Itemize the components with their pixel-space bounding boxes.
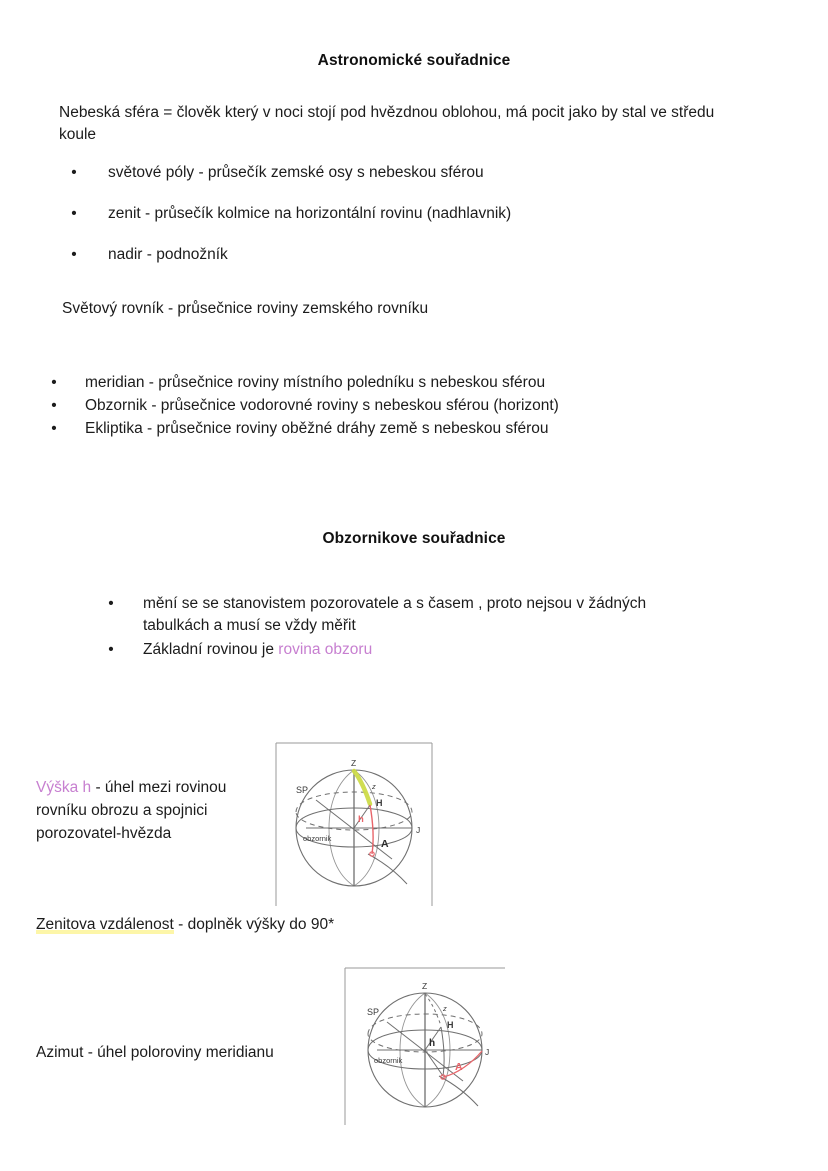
list-item-label: světové póly - průsečík zemské osy s nebeskou sférou bbox=[108, 164, 484, 181]
figure1-label-star: H bbox=[376, 798, 383, 808]
figure1-label-east: J bbox=[416, 825, 421, 835]
bullet-icon: • bbox=[71, 205, 77, 222]
section-title-horizon-coordinates: Obzornikove souřadnice bbox=[322, 530, 506, 547]
list-item-label bbox=[143, 639, 665, 661]
bullet-icon: • bbox=[51, 420, 57, 437]
figure2-label-pole: SP bbox=[367, 1007, 380, 1017]
figure1-label-zenith: Z bbox=[351, 758, 357, 768]
bullet-icon: • bbox=[51, 397, 57, 414]
page-title: Astronomické souřadnice bbox=[317, 52, 511, 69]
equator-paragraph: Světový rovník - průsečnice roviny zemského rovníku bbox=[62, 300, 429, 317]
figure2-label-star: H bbox=[447, 1020, 454, 1030]
list-item bbox=[48, 372, 728, 393]
figure-celestial-sphere-altitude bbox=[275, 742, 434, 907]
list-item bbox=[48, 395, 728, 416]
list-item bbox=[68, 203, 708, 224]
bullet-icon: • bbox=[108, 595, 114, 612]
list-item-label: Ekliptika - průsečnice roviny oběžné dráhy země s nebeskou sférou bbox=[85, 420, 549, 437]
list-item-label: meridian - průsečnice roviny místního poledníku s nebeskou sférou bbox=[85, 374, 546, 391]
figure2-label-east: J bbox=[485, 1047, 490, 1057]
bullet-icon: • bbox=[108, 641, 114, 658]
basic-terms-list bbox=[68, 162, 708, 285]
intro-paragraph: Nebeská sféra = člověk který v noci stojí pod hvězdnou oblohou, má pocit jako by stal ve středu koule bbox=[59, 104, 715, 143]
figure2-label-zenith-distance: z bbox=[443, 1004, 447, 1013]
figure1-label-azimuth: A bbox=[381, 838, 389, 850]
bullet-icon: • bbox=[71, 164, 77, 181]
list-item-label: mění se se stanovistem pozorovatele a s časem , proto nejsou v žádných tabulkách a musí se vždy měřit bbox=[143, 595, 647, 634]
definition-zenitova-vzdalenost bbox=[36, 914, 334, 936]
definition-body-azimut: - úhel poloroviny meridianu bbox=[87, 1044, 274, 1061]
list-item bbox=[68, 244, 708, 265]
great-circles-list bbox=[48, 372, 728, 441]
figure1-label-zenith-distance: z bbox=[372, 782, 376, 791]
bullet-icon: • bbox=[51, 374, 57, 391]
horizon-coordinates-list bbox=[105, 593, 665, 663]
list-item-text: Základní rovinou je bbox=[143, 641, 279, 658]
definition-vyska bbox=[36, 776, 276, 845]
list-item-label: Obzornik - průsečnice vodorovné roviny s nebeskou sférou (horizont) bbox=[85, 397, 559, 414]
list-item bbox=[105, 639, 665, 661]
definition-term-azimut: Azimut bbox=[36, 1044, 88, 1061]
definition-azimut bbox=[36, 1042, 274, 1064]
figure2-label-zenith: Z bbox=[422, 981, 428, 991]
figure1-label-pole: SP bbox=[296, 785, 309, 795]
figure2-label-azimuth: A bbox=[455, 1061, 463, 1073]
list-item bbox=[105, 593, 665, 637]
definition-body-vyska: - úhel mezi rovinou rovníku obrozu a spojnici porozovatel-hvězda bbox=[36, 779, 227, 842]
list-item-label: zenit - průsečík kolmice na horizontální rovinu (nadhlavnik) bbox=[108, 205, 512, 222]
definition-term-vyska: Výška h bbox=[36, 779, 92, 796]
definition-term-zenitova-vzdalenost: Zenitova vzdálenost bbox=[36, 916, 174, 933]
bullet-icon: • bbox=[71, 246, 77, 263]
figure-celestial-sphere-azimuth bbox=[343, 966, 506, 1127]
figure1-label-horizon: obzornik bbox=[303, 834, 332, 843]
list-item bbox=[48, 418, 728, 439]
figure2-label-altitude: h bbox=[429, 1038, 436, 1049]
list-item bbox=[68, 162, 708, 183]
definition-body-zenitova-vzdalenost: - doplněk výšky do 90* bbox=[173, 916, 335, 933]
figure2-label-horizon: obzornik bbox=[374, 1056, 403, 1065]
highlighted-term-rovina-obzoru: rovina obzoru bbox=[278, 641, 373, 658]
list-item-label: nadir - podnožník bbox=[108, 246, 228, 263]
figure1-label-altitude: h bbox=[358, 814, 364, 825]
